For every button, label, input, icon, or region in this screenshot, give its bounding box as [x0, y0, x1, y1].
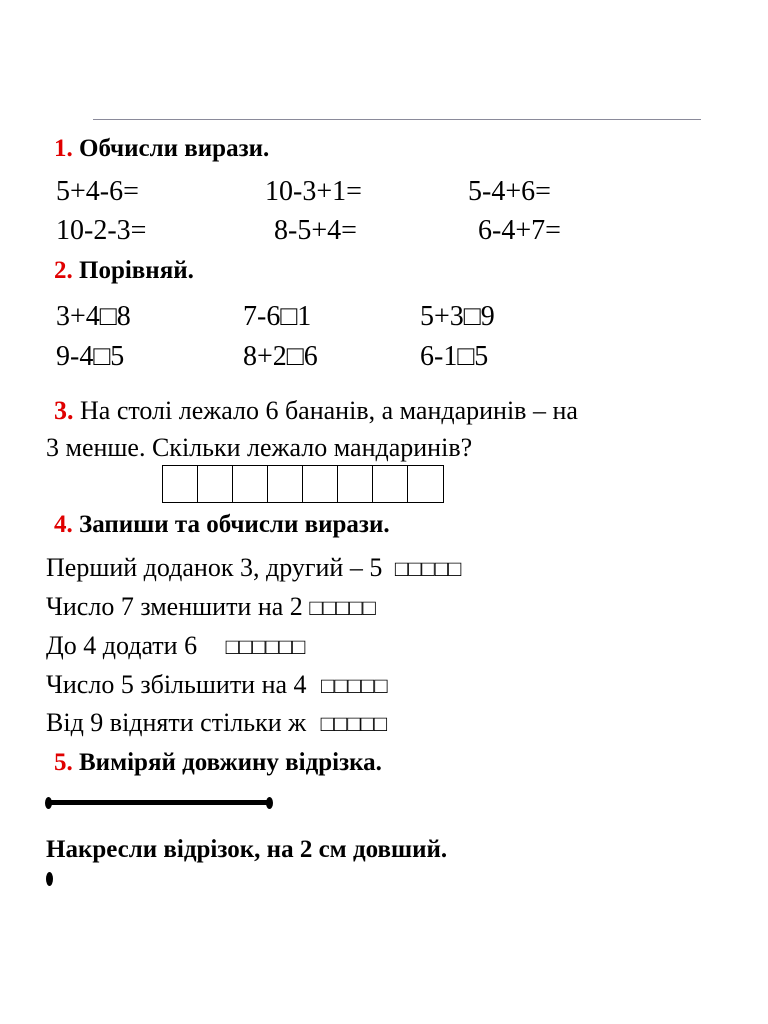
answer-cell[interactable] — [303, 466, 338, 502]
answer-cell[interactable] — [268, 466, 303, 502]
task2-heading — [54, 258, 194, 283]
answer-boxes[interactable]: □□□□□ — [321, 673, 388, 698]
task5-title: Виміряй довжину відрізка. — [79, 749, 382, 776]
task4-item-text: Число 7 зменшити на 2 — [46, 592, 303, 621]
comparison: 9-4□5 — [56, 341, 125, 372]
expression: 5+4-6= — [56, 176, 139, 207]
comparison: 3+4□8 — [56, 301, 131, 332]
answer-boxes[interactable]: □□□□□ — [394, 556, 462, 581]
task4-title: Запиши та обчисли вирази. — [79, 511, 390, 538]
task4-item — [46, 710, 387, 736]
task3-number: 3. — [54, 396, 74, 425]
task3-line1 — [54, 398, 578, 424]
answer-cell[interactable] — [373, 466, 408, 502]
task4-item — [46, 555, 461, 581]
expression: 6-4+7= — [478, 215, 561, 246]
answer-cell[interactable] — [233, 466, 268, 502]
answer-cell[interactable] — [198, 466, 233, 502]
expression: 10-3+1= — [265, 176, 362, 207]
task4-item-text: Від 9 відняти стільки ж — [46, 708, 307, 737]
answer-cell[interactable] — [163, 466, 198, 502]
task3-text-2: 3 менше. Скільки лежало мандаринів? — [46, 433, 473, 462]
task1-number: 1. — [54, 135, 73, 162]
draw-instruction: Накресли відрізок, на 2 см довший. — [46, 836, 448, 863]
start-point[interactable] — [46, 872, 53, 886]
task4-item — [46, 672, 388, 698]
task4-item — [46, 633, 305, 659]
answer-boxes[interactable]: □□□□□ — [320, 711, 388, 736]
task5-heading — [54, 750, 382, 775]
task2-title: Порівняй. — [79, 257, 194, 284]
task4-heading — [54, 512, 390, 537]
answer-grid[interactable] — [162, 465, 444, 503]
answer-boxes[interactable]: □□□□□□ — [225, 634, 306, 659]
expression: 8-5+4= — [274, 215, 357, 246]
comparison: 7-6□1 — [243, 301, 312, 332]
task5-number: 5. — [54, 749, 73, 776]
task4-item-text: Перший доданок 3, другий – 5 — [46, 553, 383, 582]
top-rule — [93, 119, 701, 120]
segment-start-point — [45, 797, 52, 809]
task4-item-text: Число 5 збільшити на 4 — [46, 670, 307, 699]
expression: 5-4+6= — [468, 176, 551, 207]
comparison: 8+2□6 — [243, 341, 318, 372]
task1-title: Обчисли вирази. — [79, 135, 270, 162]
task2-number: 2. — [54, 257, 73, 284]
comparison: 6-1□5 — [420, 341, 489, 372]
task1-heading — [54, 136, 269, 161]
measured-segment — [49, 800, 271, 805]
answer-cell[interactable] — [338, 466, 373, 502]
answer-cell[interactable] — [408, 466, 443, 502]
task3-text-1: На столі лежало 6 бананів, а мандаринів – на — [80, 396, 578, 425]
task4-item-text: До 4 додати 6 — [46, 631, 198, 660]
task4-number: 4. — [54, 511, 73, 538]
expression: 10-2-3= — [56, 215, 147, 246]
task4-item — [46, 594, 376, 620]
comparison: 5+3□9 — [420, 301, 495, 332]
segment-end-point — [266, 797, 273, 809]
answer-boxes[interactable]: □□□□□ — [309, 595, 376, 620]
